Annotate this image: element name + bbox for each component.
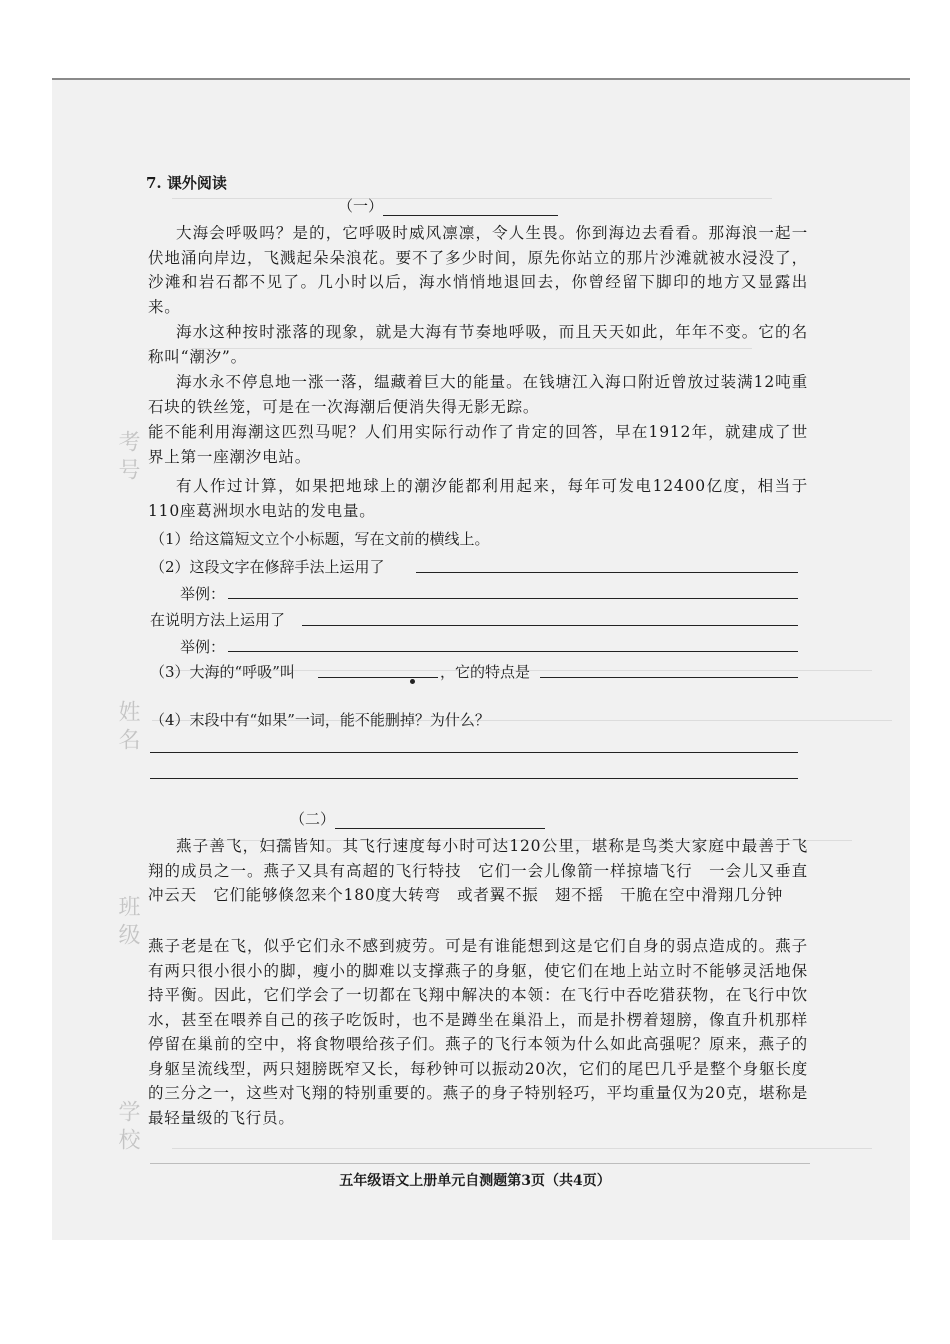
tide-feature-answer-line[interactable] bbox=[540, 677, 798, 678]
question-4: （4）末段中有“如果”一词，能不能删掉？为什么？ bbox=[150, 711, 490, 729]
side-label-name: 姓名 bbox=[115, 700, 140, 756]
question-2-method: 在说明方法上运用了 bbox=[150, 611, 286, 629]
tide-name-answer-line[interactable] bbox=[318, 677, 438, 678]
question-4-answer-line-1[interactable] bbox=[150, 752, 798, 753]
rhetoric-example-line[interactable] bbox=[228, 598, 798, 599]
side-label-exam-number: 考号 bbox=[115, 430, 140, 486]
ink-dot bbox=[410, 679, 415, 684]
page-footer: 五年级语文上册单元自测题第3页（共4页） bbox=[339, 1173, 611, 1189]
section-two-paragraph: 燕子善飞，妇孺皆知。其飞行速度每小时可达120公里，堪称是鸟类大家庭中最善于飞翔的成员之一。燕子又具有高超的飞行特技 它们一会儿像箭一样掠墙飞行 一会儿又垂直冲云天 它们能够倏忽来个180度大转弯 或者翼不振 翅不摇 干脆在空中滑翔几分钟 bbox=[148, 837, 808, 904]
section-one-label: （一） bbox=[338, 197, 384, 215]
side-label-school: 学校 bbox=[115, 1100, 140, 1156]
footer-rule bbox=[150, 1163, 810, 1164]
question-2: （2）这段文字在修辞手法上运用了 bbox=[150, 558, 385, 576]
section-one-paragraph: 海水永不停息地一涨一落，缊藏着巨大的能量。在钱塘江入海口附近曾放过装满12吨重石块的铁丝笼，可是在一次海潮后便消失得无影无踪。 bbox=[148, 373, 808, 416]
section-one-paragraph: 大海会呼吸吗？是的，它呼吸时威风凛凛，令人生畏。你到海边去看看。那海浪一起一伏地涌向岸边，飞溅起朵朵浪花。要不了多少时间，原先你站立的那片沙滩就被水浸没了，沙滩和岩石都不见了。几小时以后，海水悄悄地退回去，你曾经留下脚印的地方又显露出来。 bbox=[148, 224, 808, 316]
question-3-part-a: （3）大海的“呼吸”叫 bbox=[150, 663, 295, 681]
question-title: 7. 课外阅读 bbox=[146, 174, 227, 192]
section-one-paragraph: 能不能利用海潮这匹烈马呢？人们用实际行动作了肯定的回答，早在1912年，就建成了世界上第一座潮汐电站。 bbox=[148, 423, 808, 466]
method-answer-line[interactable] bbox=[302, 625, 798, 626]
method-example-line[interactable] bbox=[228, 651, 798, 652]
side-label-class: 班级 bbox=[115, 895, 140, 951]
section-one-paragraph: 海水这种按时涨落的现象，就是大海有节奏地呼吸，而且天天如此，年年不变。它的名称叫“潮汐”。 bbox=[148, 323, 808, 366]
section-two-paragraph: 燕子老是在飞，似乎它们永不感到疲劳。可是有谁能想到这是它们自身的弱点造成的。燕子有两只很小很小的脚，瘦小的脚难以支撑燕子的身躯，使它们在地上站立时不能够灵活地保持平衡。因此，它们学会了一切都在飞翔中解决的本领：在飞行中吞吃猎获物，在飞行中饮水，甚至在喂养自己的孩子吃饭时，也不是蹲坐在巢沿上，而是扑楞着翅膀，像直升机那样停留在巢前的空中，将食物喂给孩子们。燕子的飞行本领为什么如此高强呢？原来，燕子的身躯呈流线型，两只翅膀既窄又长，每秒钟可以振动20次，它们的尾巴几乎是整个身躯长度的三分之一，这些对飞翔的特别重要的。燕子的身子特别轻巧，平均重量仅为20克，堪称是最轻量级的飞行员。 bbox=[148, 937, 808, 1127]
question-1: （1）给这篇短文立个小标题，写在文前的横线上。 bbox=[150, 530, 490, 548]
question-3-part-b: ，它的特点是 bbox=[440, 663, 531, 681]
section-two-title-line[interactable] bbox=[335, 814, 545, 829]
rhetoric-answer-line[interactable] bbox=[416, 572, 798, 573]
question-4-answer-line-2[interactable] bbox=[150, 778, 798, 779]
section-two-heading bbox=[290, 808, 545, 829]
title-answer-line[interactable] bbox=[383, 201, 558, 216]
question-2-example2-label: 举例： bbox=[180, 638, 226, 656]
section-one-heading bbox=[338, 195, 558, 216]
question-2-example-label: 举例： bbox=[180, 585, 226, 603]
section-two-label: （二） bbox=[290, 810, 336, 828]
section-one-paragraph: 有人作过计算，如果把地球上的潮汐能都利用起来，每年可发电12400亿度，相当于110座葛洲坝水电站的发电量。 bbox=[148, 477, 808, 520]
